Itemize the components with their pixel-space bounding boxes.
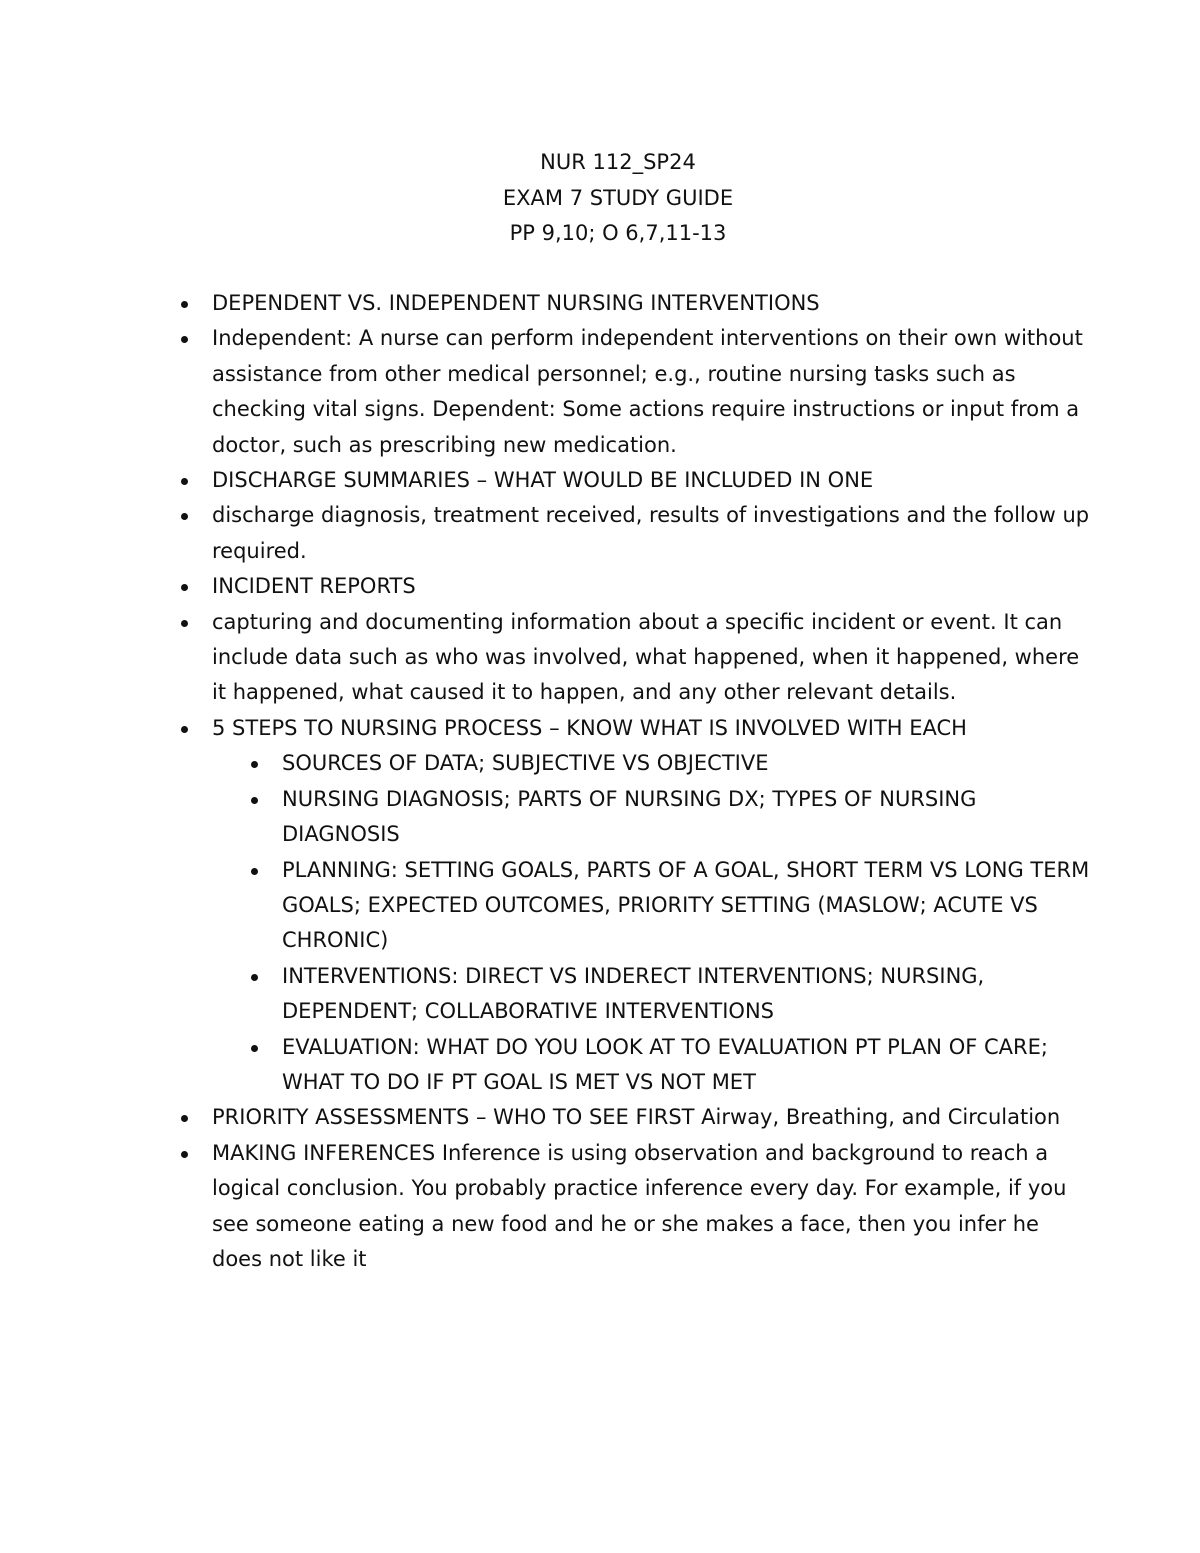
topic-answer: capturing and documenting information about a specific incident or event. It can include data such as who was involved, what happened, when it happened, where it happened, what caused it to happen, and any other relevant details. — [212, 609, 1080, 705]
sublist-item — [282, 959, 1092, 1030]
document-title: EXAM 7 STUDY GUIDE — [502, 185, 734, 210]
sublist-item — [282, 853, 1092, 959]
topic-heading: PRIORITY ASSESSMENTS – WHO TO SEE FIRST Airway, Breathing, and Circulation — [212, 1105, 1061, 1130]
topic-heading: INCIDENT REPORTS — [212, 574, 416, 599]
list-item — [212, 498, 1092, 569]
step-assessment: SOURCES OF DATA; SUBJECTIVE VS OBJECTIVE — [282, 751, 769, 776]
list-item — [212, 1100, 1092, 1135]
document-header — [0, 145, 1200, 252]
list-item — [212, 286, 1092, 321]
topic-heading: DISCHARGE SUMMARIES – WHAT WOULD BE INCLUDED IN ONE — [212, 468, 874, 493]
topic-heading: DEPENDENT VS. INDEPENDENT NURSING INTERVENTIONS — [212, 291, 820, 315]
list-item — [212, 605, 1092, 711]
course-code: NUR 112_SP24 — [540, 150, 696, 174]
step-interventions: INTERVENTIONS: DIRECT VS INDERECT INTERVENTIONS; NURSING, DEPENDENT; COLLABORATIVE INTERVENTIONS — [282, 963, 985, 1024]
list-item — [212, 463, 1092, 498]
topic-heading: MAKING INFERENCES Inference is using observation and background to reach a logical conclusion. You probably practice inference every day. For example, if you see someone eating a new food and he or she makes a face, then you infer he does not like it — [212, 1140, 1067, 1271]
sublist-item — [282, 782, 1092, 853]
list-item — [212, 1136, 1092, 1278]
step-diagnosis: NURSING DIAGNOSIS; PARTS OF NURSING DX; TYPES OF NURSING DIAGNOSIS — [282, 786, 977, 847]
list-item — [212, 321, 1092, 463]
study-guide-list — [212, 286, 1092, 1277]
sublist-item — [282, 1030, 1092, 1101]
chapter-references: PP 9,10; O 6,7,11-13 — [509, 221, 727, 245]
step-evaluation: EVALUATION: WHAT DO YOU LOOK AT TO EVALUATION PT PLAN OF CARE; WHAT TO DO IF PT GOAL IS MET VS NOT MET — [282, 1034, 1048, 1094]
topic-heading: 5 STEPS TO NURSING PROCESS – KNOW WHAT IS INVOLVED WITH EACH — [212, 715, 967, 740]
sublist-item — [282, 746, 1092, 781]
list-item — [212, 711, 1092, 1100]
list-item — [212, 569, 1092, 604]
topic-answer: Independent: A nurse can perform independent interventions on their own without assistance from other medical personnel; e.g., routine nursing tasks such as checking vital signs. Dependent: Some actions require instructions or input from a doctor, such as prescribing new medication. — [212, 326, 1083, 457]
topic-answer: discharge diagnosis, treatment received, results of investigations and the follow up required. — [212, 503, 1090, 563]
nursing-process-sublist — [212, 746, 1092, 1100]
step-planning: PLANNING: SETTING GOALS, PARTS OF A GOAL, SHORT TERM VS LONG TERM GOALS; EXPECTED OUTCOMES, PRIORITY SETTING (MASLOW; ACUTE VS CHRONIC) — [282, 857, 1090, 953]
